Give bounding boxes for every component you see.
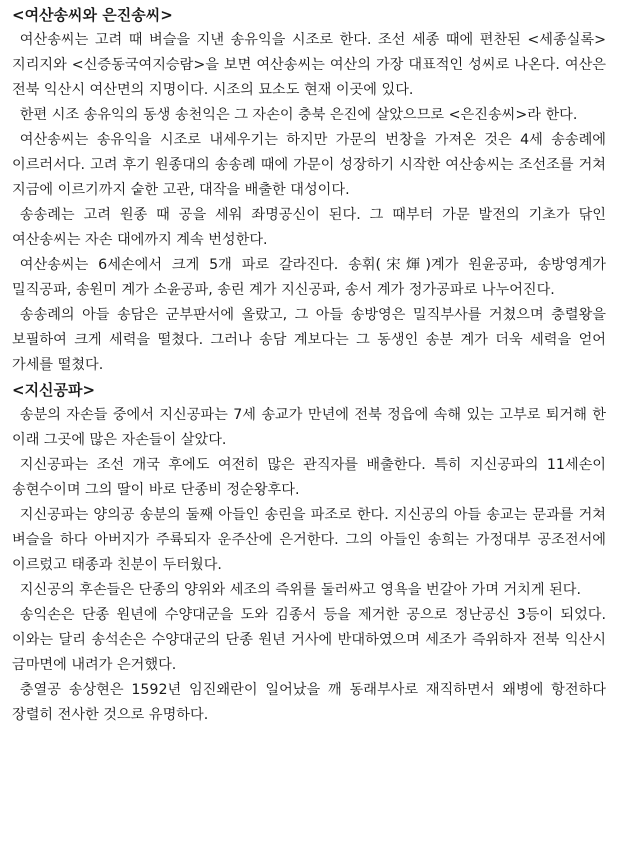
paragraph: 여산송씨는 송유익을 시조로 내세우기는 하지만 가문의 번창을 가져온 것은 4세 송송례에 이르러서다. 고려 후기 원종대의 송송례 때에 가문이 성장하기 시작한 여산송씨는 조선조를 거쳐 지금에 이르기까지 숱한 고관, 대작을 배출한 대성이다. <box>12 132 606 198</box>
paragraph: 한편 시조 송유익의 동생 송천익은 그 자손이 충북 은진에 살았으므로 <은진송씨>라 한다. <box>19 107 578 123</box>
paragraph: 충열공 송상현은 1592년 임진왜란이 일어났을 깨 동래부사로 재직하면서 왜병에 항전하다 장렬히 전사한 것으로 유명하다. <box>12 682 606 723</box>
paragraph: 지신공파는 양의공 송분의 둘째 아들인 송린을 파조로 한다. 지신공의 아들 송교는 문과를 거쳐 벼슬을 하다 아버지가 주륙되자 운주산에 은거한다. 그의 아들인 송희는 가정대부 공조전서에 이르렀고 태종과 친분이 두터웠다. <box>12 507 606 573</box>
paragraph: 지신공의 후손들은 단종의 양위와 세조의 즉위를 둘러싸고 영욕을 번갈아 가며 거치게 된다. <box>19 582 582 598</box>
paragraph: 송송례의 아들 송담은 군부판서에 올랐고, 그 아들 송방영은 밀직부사를 거쳤으며 충렬왕을 보필하여 크게 세력을 떨쳤다. 그러나 송담 계보다는 그 동생인 송분 계가 더욱 세력을 얻어 가세를 떨쳤다. <box>12 307 606 373</box>
paragraph: 여산송씨는 고려 때 벼슬을 지낸 송유익을 시조로 한다. 조선 세종 때에 편찬된 <세종실록>지리지와 <신증동국여지승람>을 보면 여산송씨는 여산의 가장 대표적인 성씨로 나온다. 여산은 전북 익산시 여산면의 지명이다. 시조의 묘소도 현재 이곳에 있다. <box>12 32 606 98</box>
section-yeosan-eunjin <box>12 3 606 378</box>
paragraph: 여산송씨는 6세손에서 크게 5개 파로 갈라진다. 송휘(宋煇)계가 원윤공파, 송방영계가 밀직공파, 송원미 계가 소윤공파, 송린 계가 지신공파, 송서 계가 정가공파로 나누어진다. <box>12 257 606 298</box>
paragraph: 지신공파는 조선 개국 후에도 여전히 많은 관직자를 배출한다. 특히 지신공파의 11세손이 송현수이며 그의 딸이 바로 단종비 정순왕후다. <box>12 457 606 498</box>
paragraph: 송분의 자손들 중에서 지신공파는 7세 송교가 만년에 전북 정읍에 속해 있는 고부로 퇴거해 한 이래 그곳에 많은 자손들이 살았다. <box>12 407 606 448</box>
section-heading: <여산송씨와 은진송씨> <box>12 6 173 24</box>
paragraph: 송익손은 단종 원년에 수양대군을 도와 김종서 등을 제거한 공으로 정난공신 3등이 되었다. 이와는 달리 송석손은 수양대군의 단종 원년 거사에 반대하였으며 세조가 즉위하자 전북 익산시 금마면에 내려가 은거했다. <box>12 607 606 673</box>
section-heading: <지신공파> <box>12 381 96 399</box>
paragraph: 송송례는 고려 원종 때 공을 세워 좌명공신이 된다. 그 때부터 가문 발전의 기초가 닦인 여산송씨는 자손 대에까지 계속 번성한다. <box>12 207 606 248</box>
section-jisingongpa <box>12 378 606 728</box>
